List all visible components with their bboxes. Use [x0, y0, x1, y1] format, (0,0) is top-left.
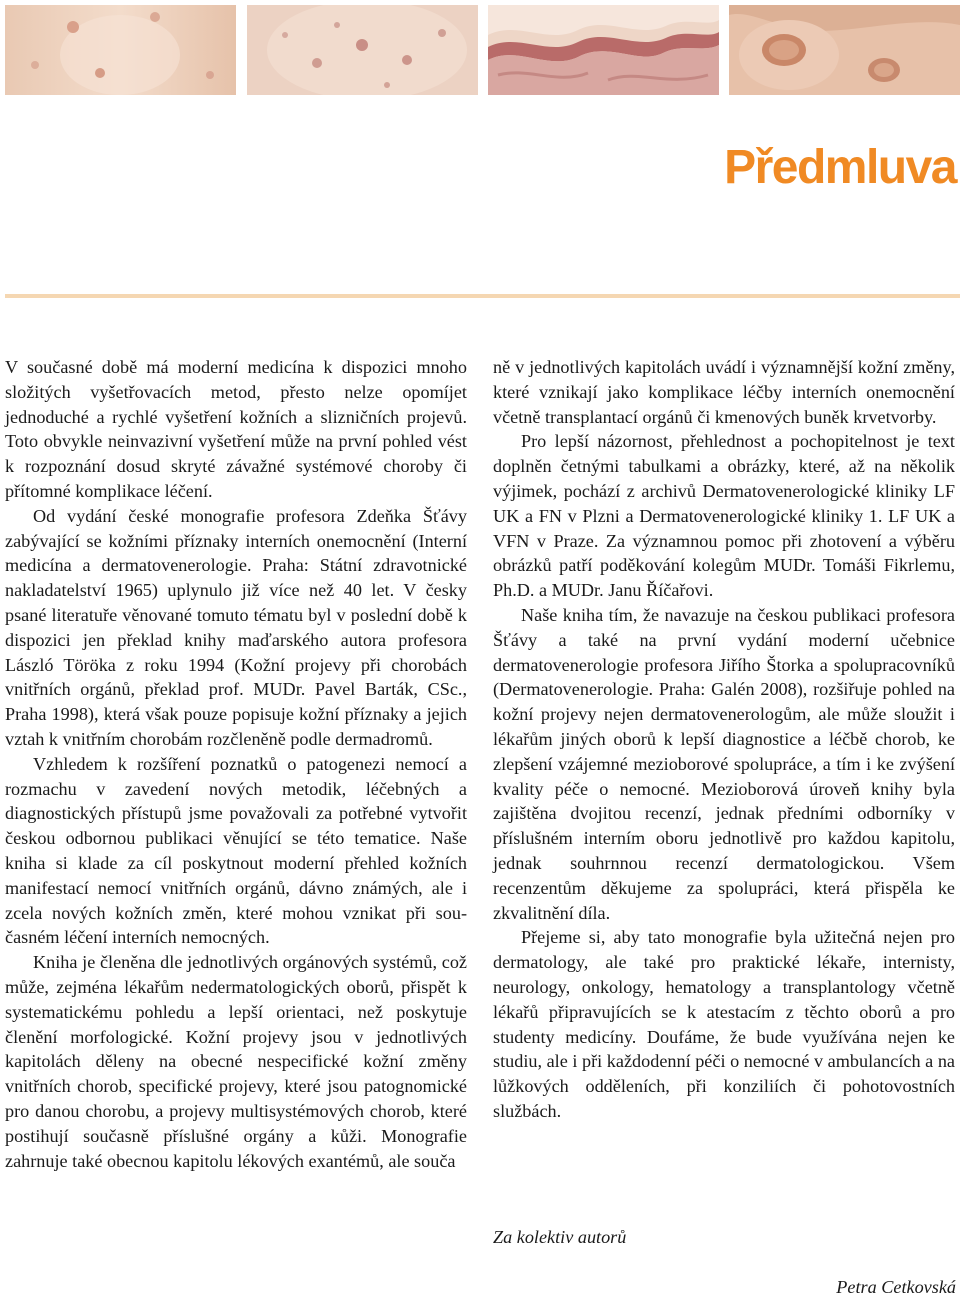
paragraph: Přejeme si, aby tato monografie byla užitečná nejen pro dermatology, ale také pro praktické lékaře, internisty, neurology, onkology, hematology a transplantology včetně lékařů připravujících se k atestacím z těchto oborů a pro studenty medicíny. Doufáme, že bude využívána nejen ke studiu, ale i při každodenní péči o nemocné v ambulancích a na lůžkových odděleních, při konziliích či pohotovostních službách.: [493, 927, 955, 1121]
photo-shoulder-skin-lesion: [729, 5, 960, 95]
title-divider: [5, 294, 960, 298]
signature-collective: Za kolektiv autorů: [493, 1227, 627, 1247]
paragraph: Pro lepší názornost, přehlednost a pochopitelnost je text doplněn četnými tabulkami a obrázky, které, až na několik výjimek, pochází z archivů Dermatovenerologické kliniky LF UK a FN v Plzni a Dermatovenerologické kliniky 1. LF UK a VFN v Praze. Za významnou pomoc při zhotovení a výběru obrázků patří poděkování kolegům MUDr. Tomáši Fikrlemu, Ph.D. a MUDr. Janu Říčařovi.: [493, 431, 955, 601]
paragraph: Vzhledem k rozšíření poznatků o patogenezi nemocí a rozmachu v zavedení nových metodik, léčebných a diagnostických přístupů jsme považovali za potřebné vytvořit českou odbornou publikaci věnující se této tematice. Naše kniha si klade za cíl poskytnout moderní přehled kožních manifestací nemocí vnitřních orgánů, dávno známých, ale i zcela nových kožních změn, které mohou vznikat při současném léčení interních nemocných.: [5, 753, 467, 948]
paragraph: Naše kniha tím, že navazuje na českou publikaci profesora Šťávy a také na první vydání moderní učebnice dermatovenerologie profesora Jiřího Štorka a spolupracovníků (Dermatovenerologie. Praha: Galén 2008), rozšiřuje pohled na kožní projevy nejen dermatovenerologům, ale může sloužit i lékařům jiných oborů k lepší diagnostice a léčbě chorob, ke zlepšení vzájemné mezioborové spolupráce, a tím i ke zvýšení kvality péče o nemocné. Mezioborová úroveň knihy byla zajištěna dvojitou recenzí, jednak předními odborníky v příslušném interním oboru jednotlivě pro každou kapitolu, jednak souhrnnou recenzí dermatologickou. Všem recenzentům děkujeme za spolupráci, která přispěla ke zkvalitnění díla.: [493, 604, 955, 923]
photo-skin-papules: [247, 5, 478, 95]
header-photo-strip: [5, 5, 960, 95]
paragraph: Od vydání české monografie profesora Zdeňka Šťávy zabývající se kožními příznaky interních onemocnění (Interní medicína a dermatovenerologie. Praha: Státní zdravotnické nakladatelství 1965) uplynulo již více než 40 let. V česky psané literatuře věnované tomuto tématu byl v poslední době k dispozici jen překlad knihy maďarského autora profesora László Töröka z roku 1994 (Kožní projevy při chorobách vnitřních orgánů, překlad prof. MUDr. Pavel Barták, CSc., Praha 1998), která však pouze popisuje kožní příznaky a jejich vztah k vnitřním chorobám rozčleněně podle dermadromů.: [5, 505, 467, 749]
paragraph: ně v jednotlivých kapitolách uvádí i významnější kožní změny, které vznikají jako komplikace léčby interních onemocnění včetně transplantací orgánů či kmenových buněk krvetvorby.: [493, 357, 955, 427]
paragraph: Kniha je členěna dle jednotlivých orgánových systémů, což může, zejména lékařům nedermatologických oborů, přispět k systematickému pohledu a lepší orientaci, než poskytuje členění morfologické. Kožní projevy jsou v jednotlivých kapitolách děleny na obecné nespecifické kožní změny vnitřních chorob, specifické projevy, které jsou patognomické pro danou chorobu, a projevy multisystémových chorob, které postihují současně příslušné orgány a kůži. Monografie zahrnuje také obecnou kapitolu lékových exantémů, ale souča: [5, 952, 467, 1171]
paragraph: V současné době má moderní medicína k dispozici mnoho složitých vyšetřovacích metod, přesto nelze opomíjet jednoduché a rychlé vyšetření kožních a slizničních projevů. Toto obvykle neinvazivní vyšetření může na první pohled vést k rozpoznání dosud skryté závažné systémové choroby či přítomné komplikace léčení.: [5, 357, 467, 501]
text-column-left: [5, 355, 467, 1173]
photo-histology-section: [488, 5, 719, 95]
signature-author: Petra Cetkovská: [836, 1277, 956, 1297]
photo-abdomen-skin-lesions: [5, 5, 236, 95]
text-column-right: [493, 355, 955, 1124]
page-title: Předmluva: [724, 141, 956, 194]
